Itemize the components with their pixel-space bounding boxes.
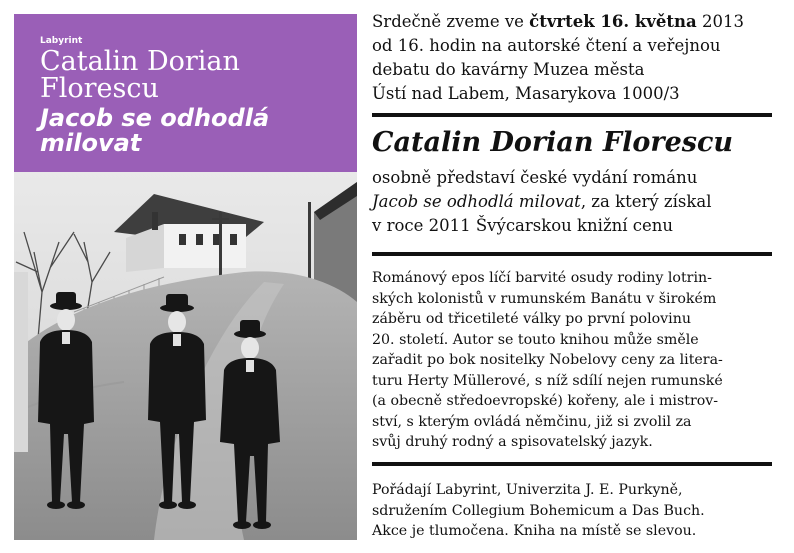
organizers-line: Pořádají Labyrint, Univerzita J. E. Purkyně, <box>372 482 683 498</box>
blurb-line: Románový epos líčí barvité osudy rodiny lotrin- <box>372 270 712 286</box>
cover-author-line2: Florescu <box>40 73 159 104</box>
presentation-text <box>372 166 782 238</box>
blurb-line: ských kolonistů v rumunském Banátu v širokém <box>372 290 717 307</box>
presents-line3: v roce 2011 Švýcarskou knižní cenu <box>372 216 674 235</box>
invitation-text <box>372 10 782 106</box>
divider-rule-2 <box>372 252 772 256</box>
blurb-line: záběru od třicetileté války po první polovinu <box>372 311 691 327</box>
blurb-line: zařadit po bok nositelky Nobelovy ceny za litera- <box>372 352 723 368</box>
three-men-village-photo <box>14 172 357 540</box>
cover-title-line1: Jacob se odhodlá <box>40 104 270 132</box>
cover-author <box>40 48 350 102</box>
invitation-line3: debatu do kavárny Muzea města <box>372 60 645 79</box>
cover-title-band <box>14 14 357 172</box>
blurb-line: svůj druhý rodný a spisovatelský jazyk. <box>372 434 653 450</box>
invitation-line4: Ústí nad Labem, Masarykova 1000/3 <box>372 84 680 103</box>
cover-book-title <box>40 106 350 156</box>
cover-author-line1: Catalin Dorian <box>40 46 240 77</box>
book-blurb <box>372 268 772 453</box>
organizers-line: sdružením Collegium Bohemicum a Das Buch. <box>372 502 705 519</box>
divider-rule-1 <box>372 113 772 117</box>
book-title-italic: Jacob se odhodlá milovat <box>372 192 581 211</box>
blurb-line: turu Herty Müllerové, s níž sdílí nejen rumunské <box>372 372 723 389</box>
divider-rule-3 <box>372 462 772 466</box>
author-heading: Catalin Dorian Florescu <box>372 127 734 158</box>
organizers-text <box>372 480 772 542</box>
blurb-line: ství, s kterým ovládá němčinu, již si zvolil za <box>372 413 692 430</box>
publisher-label: Labyrint <box>40 36 83 46</box>
invitation-line2: od 16. hodin na autorské čtení a veřejnou <box>372 36 721 55</box>
blurb-line: (a obecně středoevropské) kořeny, ale i mistrov- <box>372 393 719 409</box>
cover-title-line2: milovat <box>40 129 142 157</box>
blurb-line: 20. století. Autor se touto knihou může směle <box>372 331 699 348</box>
invitation-line1: Srdečně zveme ve čtvrtek 16. května 2013 <box>372 12 744 31</box>
book-cover <box>14 14 357 540</box>
organizers-line: Akce je tlumočena. Kniha na místě se slevou. <box>372 523 697 539</box>
presents-line1: osobně představí české vydání románu <box>372 168 698 187</box>
presents-line2: Jacob se odhodlá milovat, za který získal <box>372 192 712 211</box>
event-date: čtvrtek 16. května <box>529 12 697 31</box>
